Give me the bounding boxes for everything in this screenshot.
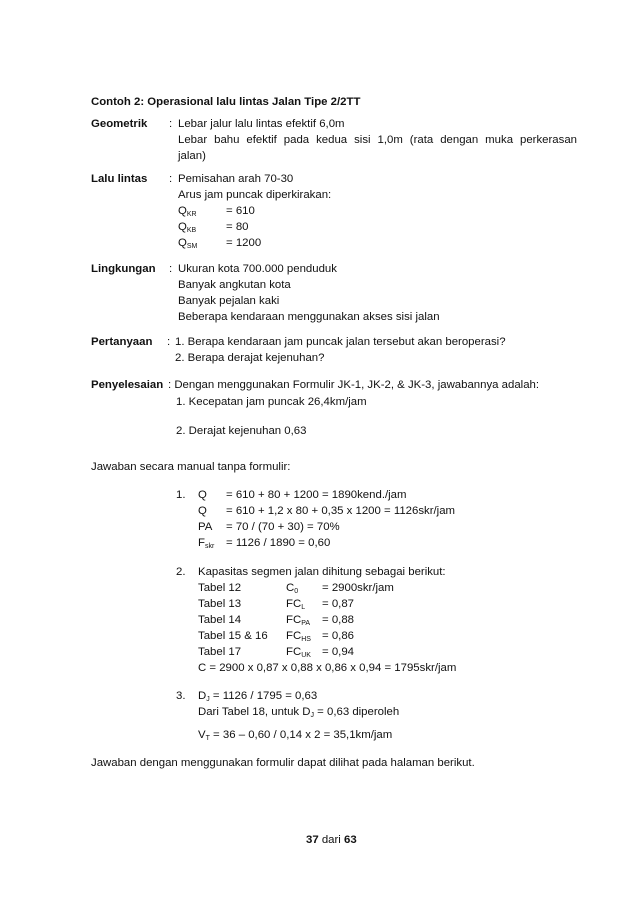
lingkungan-label: Lingkungan [91, 263, 156, 275]
step2-equation: = 0,86 [322, 630, 354, 642]
step1-equation: = 70 / (70 + 30) = 70% [226, 521, 340, 533]
step2-symbol: $FC_{PA}$ [286, 614, 311, 627]
pertanyaan-q1: 1. Berapa kendaraan jam puncak jalan tersebut akan beroperasi? [175, 336, 506, 348]
step1-number: 1. [176, 489, 186, 501]
step2-equation: = 2900skr/jam [322, 582, 394, 594]
penyelesaian-intro: : Dengan menggunakan Formulir JK-1, JK-2, & JK-3, jawabannya adalah: [168, 379, 540, 391]
step2-tabel: Tabel 17 [198, 646, 242, 658]
geometrik-line3: jalan) [178, 150, 206, 162]
step2-tabel: Tabel 13 [198, 598, 242, 610]
step2-tabel: Tabel 14 [198, 614, 242, 626]
step3-line3: $V_T = 36 - 0,60 / 0,14$ x 2 = 35,1km/jam [198, 729, 393, 742]
geometrik-label: Geometrik [91, 118, 148, 130]
colon: : [169, 173, 173, 185]
lingkungan-line: Banyak pejalan kaki [178, 295, 280, 307]
penyelesaian-a1: 1. Kecepatan jam puncak 26,4km/jam [176, 396, 367, 408]
step2-result: C = 2900 x 0,87 x 0,88 x 0,86 x 0,94 = 1795skr/jam [198, 662, 457, 674]
lingkungan-line: Banyak angkutan kota [178, 279, 291, 291]
step1-equation: = 1126 / 1890 = 0,60 [226, 537, 331, 549]
lalulintas-line1: Pemisahan arah 70-30 [178, 173, 294, 185]
step3-line1: $D_J = 1126 / 1795 = 0,63$ [198, 690, 318, 703]
penyelesaian-a2: 2. Derajat kejenuhan 0,63 [176, 425, 307, 437]
step2-equation: = 0,88 [322, 614, 354, 626]
lingkungan-line: Ukuran kota 700.000 penduduk [178, 263, 337, 275]
footer-text: Jawaban dengan menggunakan formulir dapat dilihat pada halaman berikut. [91, 757, 475, 769]
step2-symbol: $C_0$ [286, 582, 299, 595]
q-kb-value: = 80 [226, 221, 249, 233]
step2-tabel: Tabel 15 & 16 [198, 630, 268, 642]
q-kb-symbol: $Q_{KB}$ [178, 221, 197, 234]
q-kr-symbol: $Q_{KR}$ [178, 205, 197, 218]
lalulintas-line2: Arus jam puncak diperkirakan: [178, 189, 332, 201]
penyelesaian-label: Penyelesaian [91, 379, 164, 391]
step2-number: 2. [176, 566, 186, 578]
step1-equation: = 610 + 1,2 x 80 + 0,35 x 1200 = 1126skr/jam [226, 505, 456, 517]
q-sm-symbol: $Q_{SM}$ [178, 237, 198, 250]
step3-number: 3. [176, 690, 186, 702]
step1-symbol: $F_{skr}$ [198, 537, 215, 550]
step1-symbol: Q [198, 505, 207, 517]
geometrik-line2: Lebar bahu efektif pada kedua sisi 1,0m (rata dengan muka perkerasan [178, 134, 577, 146]
page-title: Contoh 2: Operasional lalu lintas Jalan Tipe 2/2TT [91, 96, 361, 108]
pertanyaan-q2: 2. Berapa derajat kejenuhan? [175, 352, 325, 364]
step2-intro: Kapasitas segmen jalan dihitung sebagai berikut: [198, 566, 446, 578]
colon: : [169, 263, 173, 275]
step2-symbol: $FC_{UK}$ [286, 646, 311, 659]
colon: : [167, 336, 171, 348]
lingkungan-line: Beberapa kendaraan menggunakan akses sisi jalan [178, 311, 440, 323]
geometrik-line1: Lebar jalur lalu lintas efektif 6,0m [178, 118, 345, 130]
step1-symbol: PA [198, 521, 213, 533]
q-kr-value: = 610 [226, 205, 255, 217]
colon: : [169, 118, 173, 130]
manual-heading: Jawaban secara manual tanpa formulir: [91, 461, 291, 473]
step2-tabel: Tabel 12 [198, 582, 242, 594]
step1-equation: = 610 + 80 + 1200 = 1890kend./jam [226, 489, 407, 501]
step1-symbol: Q [198, 489, 207, 501]
step2-equation: = 0,94 [322, 646, 354, 658]
pertanyaan-label: Pertanyaan [91, 336, 153, 348]
step3-line2: Dari Tabel 18, untuk $D_J = 0,63$ diperoleh [198, 706, 400, 719]
lalulintas-label: Lalu lintas [91, 173, 148, 185]
step2-symbol: $FC_L$ [286, 598, 306, 611]
step2-symbol: $FC_{HS}$ [286, 630, 311, 643]
step2-equation: = 0,87 [322, 598, 354, 610]
page-number: 37 dari 63 [306, 834, 357, 846]
q-sm-value: = 1200 [226, 237, 262, 249]
